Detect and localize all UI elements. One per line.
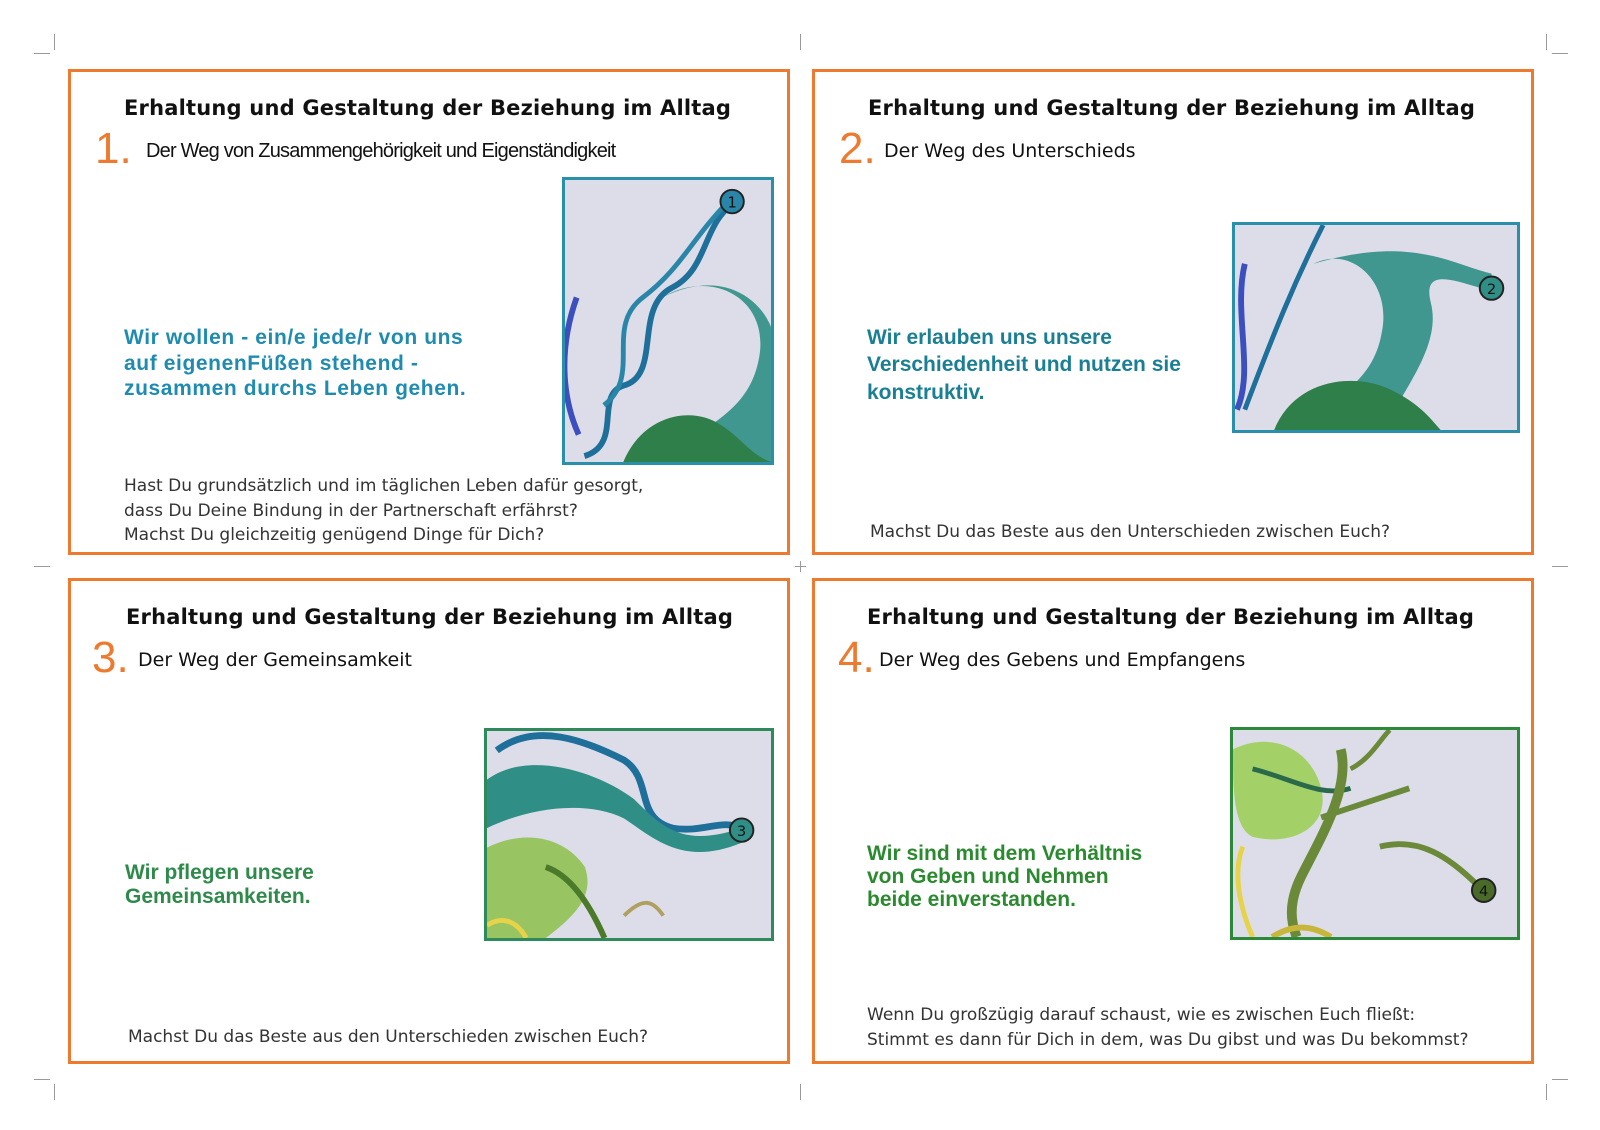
crop-mark <box>34 566 50 567</box>
painting-number: 1 <box>727 194 737 212</box>
card-number: 3. <box>92 633 129 682</box>
crop-mark <box>1546 1084 1547 1100</box>
crop-mark <box>800 561 801 572</box>
crop-mark <box>54 1084 55 1100</box>
card-illustration <box>484 728 774 941</box>
card-statement: Wir wollen - ein/e jede/r von uns auf eigenenFüßen stehend - zusammen durchs Leben gehen. <box>124 326 467 401</box>
crop-mark <box>54 34 55 50</box>
card-number: 1. <box>95 124 132 173</box>
painting-number: 3 <box>736 823 747 840</box>
card-subtitle: Der Weg des Gebens und Empfangens <box>879 649 1246 671</box>
painting-number: 4 <box>1479 883 1489 901</box>
card-statement: Wir erlauben uns unsere Verschiedenheit und nutzen sie konstruktiv. <box>867 326 1181 404</box>
crop-mark <box>1552 566 1568 567</box>
crop-mark <box>800 1084 801 1100</box>
card-2 <box>812 69 1534 555</box>
card-heading: Erhaltung und Gestaltung der Beziehung im Alltag <box>126 605 734 629</box>
crop-mark <box>1546 34 1547 50</box>
card-subtitle: Der Weg von Zusammengehörigkeit und Eigenständigkeit <box>146 140 616 162</box>
painting-number: 2 <box>1486 281 1497 298</box>
painting-2 <box>1235 225 1517 430</box>
card-subtitle: Der Weg des Unterschieds <box>884 140 1136 162</box>
card-heading: Erhaltung und Gestaltung der Beziehung im Alltag <box>867 605 1475 629</box>
crop-mark <box>34 53 50 54</box>
card-number: 2. <box>839 124 876 173</box>
painting-1 <box>565 180 771 462</box>
crop-mark <box>1552 1079 1568 1080</box>
card-3 <box>68 578 790 1064</box>
card-illustration <box>562 177 774 465</box>
crop-mark <box>1552 53 1568 54</box>
painting-4 <box>1233 730 1517 937</box>
card-question: Machst Du das Beste aus den Unterschieden zwischen Euch? <box>870 522 1391 542</box>
card-heading: Erhaltung und Gestaltung der Beziehung im Alltag <box>868 96 1476 120</box>
card-heading: Erhaltung und Gestaltung der Beziehung im Alltag <box>124 96 732 120</box>
crop-mark <box>800 34 801 50</box>
card-question: Hast Du grundsätzlich und im täglichen Leben dafür gesorgt, dass Du Deine Bindung in der Partnerschaft erfährst? Machst Du gleichzeitig genügend Dinge für Dich? <box>124 476 644 546</box>
card-statement: Wir sind mit dem Verhältnis von Geben und Nehmen beide einverstanden. <box>867 842 1143 912</box>
card-illustration <box>1232 222 1520 433</box>
card-number: 4. <box>838 633 875 682</box>
card-subtitle: Der Weg der Gemeinsamkeit <box>138 649 412 671</box>
crop-mark <box>34 1079 50 1080</box>
card-1 <box>68 69 790 555</box>
card-illustration <box>1230 727 1520 940</box>
painting-3 <box>487 731 771 938</box>
card-4 <box>812 578 1534 1064</box>
card-question: Wenn Du großzügig darauf schaust, wie es zwischen Euch fließt: Stimmt es dann für Dich in dem, was Du gibst und was Du bekommst? <box>867 1005 1469 1050</box>
card-question: Machst Du das Beste aus den Unterschieden zwischen Euch? <box>128 1027 649 1047</box>
card-statement: Wir pflegen unsere Gemeinsamkeiten. <box>125 861 314 909</box>
